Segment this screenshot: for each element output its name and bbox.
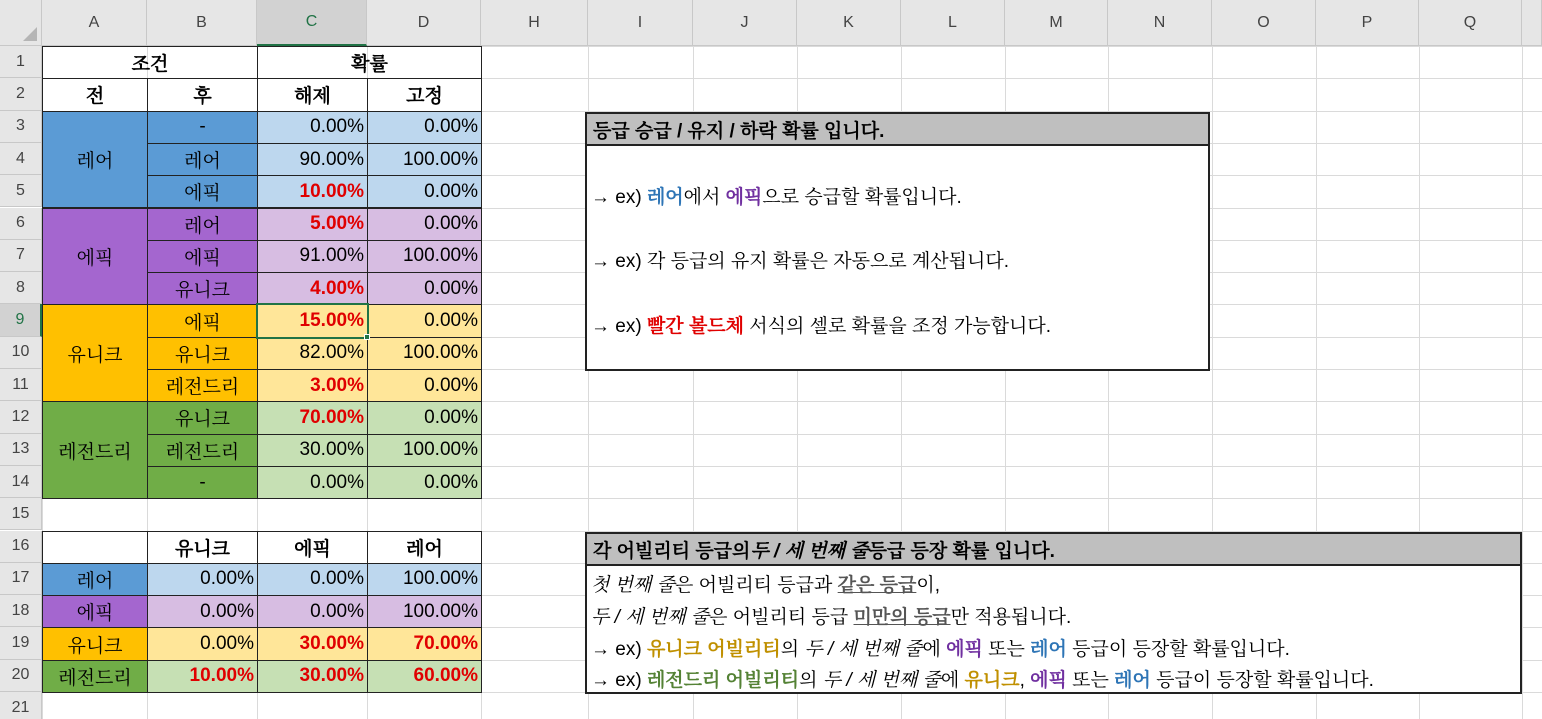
grade-before-cell[interactable]: 에픽 (42, 208, 148, 306)
header-condition[interactable]: 조건 (42, 46, 258, 79)
release-prob-cell[interactable]: 3.00% (257, 369, 368, 402)
grade-before-cell[interactable]: 레전드리 (42, 401, 148, 499)
release-prob-cell[interactable]: 0.00% (257, 466, 368, 499)
header-fixed[interactable]: 고정 (367, 78, 482, 111)
grade-after-cell[interactable]: 레전드리 (147, 434, 258, 467)
grade-before-cell[interactable]: 유니크 (42, 304, 148, 402)
row-header-1[interactable]: 1 (0, 46, 42, 78)
row-header-16[interactable]: 16 (0, 531, 42, 563)
row-header-19[interactable]: 19 (0, 627, 42, 659)
grade-prob-cell[interactable]: 0.00% (147, 627, 258, 660)
column-header-o[interactable]: O (1212, 0, 1316, 46)
grade-after-cell[interactable]: 에픽 (147, 304, 258, 337)
column-header-b[interactable]: B (147, 0, 257, 46)
grade-column-header[interactable]: 에픽 (257, 531, 368, 564)
column-header-d[interactable]: D (367, 0, 481, 46)
row-header-9[interactable]: 9 (0, 304, 42, 336)
release-prob-cell[interactable]: 90.00% (257, 143, 368, 176)
release-prob-cell[interactable]: 5.00% (257, 208, 368, 241)
ability-grade-cell[interactable]: 레어 (42, 563, 148, 596)
note-box-ability-lines[interactable] (585, 532, 1522, 694)
grade-after-cell[interactable]: 에픽 (147, 175, 258, 208)
fixed-prob-cell[interactable]: 0.00% (367, 272, 482, 305)
row-header-13[interactable]: 13 (0, 434, 42, 466)
column-header-a[interactable]: A (42, 0, 147, 46)
row-header-3[interactable]: 3 (0, 111, 42, 143)
grade-before-cell[interactable]: 레어 (42, 111, 148, 209)
release-prob-cell[interactable]: 91.00% (257, 240, 368, 273)
release-prob-cell[interactable]: 82.00% (257, 337, 368, 370)
row-header-15[interactable]: 15 (0, 498, 42, 530)
grade-column-header[interactable]: 유니크 (147, 531, 258, 564)
note-line: → ex) 각 등급의 유지 확률은 자동으로 계산됩니다. (591, 251, 1009, 272)
grade-after-cell[interactable]: 유니크 (147, 337, 258, 370)
grade-after-cell[interactable]: - (147, 111, 258, 144)
column-header-i[interactable]: I (588, 0, 693, 46)
fixed-prob-cell[interactable]: 100.00% (367, 337, 482, 370)
note-line: → ex) 레전드리 어빌리티의 두 / 세 번째 줄에 유니크, 에픽 또는 레어 등급이 등장할 확률입니다. (591, 670, 1374, 691)
ability-grade-cell[interactable]: 에픽 (42, 595, 148, 628)
row-header-11[interactable]: 11 (0, 369, 42, 401)
grade-after-cell[interactable]: - (147, 466, 258, 499)
empty-header-cell[interactable] (42, 531, 148, 564)
column-header-l[interactable]: L (901, 0, 1005, 46)
release-prob-cell[interactable]: 70.00% (257, 401, 368, 434)
grade-prob-cell[interactable]: 30.00% (257, 627, 368, 660)
grade-column-header[interactable]: 레어 (367, 531, 482, 564)
column-header-p[interactable]: P (1316, 0, 1419, 46)
header-probability[interactable]: 확률 (257, 46, 482, 79)
note-title: 각 어빌리티 등급의 두 / 세 번째 줄 등급 등장 확률 입니다. (587, 534, 1520, 566)
grade-prob-cell[interactable]: 30.00% (257, 660, 368, 693)
release-prob-cell[interactable]: 0.00% (257, 111, 368, 144)
fixed-prob-cell[interactable]: 0.00% (367, 369, 482, 402)
column-header-q[interactable]: Q (1419, 0, 1522, 46)
row-header-14[interactable]: 14 (0, 466, 42, 498)
row-header-10[interactable]: 10 (0, 337, 42, 369)
column-header-j[interactable]: J (693, 0, 797, 46)
ability-grade-cell[interactable]: 유니크 (42, 627, 148, 660)
grade-prob-cell[interactable]: 60.00% (367, 660, 482, 693)
note-line: 두 / 세 번째 줄은 어빌리티 등급 미만의 등급만 적용됩니다. (591, 607, 1072, 628)
column-header-m[interactable]: M (1005, 0, 1108, 46)
grade-prob-cell[interactable]: 10.00% (147, 660, 258, 693)
note-line: → ex) 빨간 볼드체 서식의 셀로 확률을 조정 가능합니다. (591, 316, 1051, 337)
active-cell-selection[interactable] (256, 303, 369, 338)
grade-prob-cell[interactable]: 0.00% (147, 595, 258, 628)
note-title: 등급 승급 / 유지 / 하락 확률 입니다. (587, 114, 1208, 146)
row-header-6[interactable]: 6 (0, 208, 42, 240)
fixed-prob-cell[interactable]: 0.00% (367, 466, 482, 499)
row-header-12[interactable]: 12 (0, 401, 42, 433)
grade-prob-cell[interactable]: 100.00% (367, 595, 482, 628)
note-box-grade-change[interactable] (585, 112, 1210, 371)
column-header-k[interactable]: K (797, 0, 901, 46)
note-line: → ex) 레어에서 에픽으로 승급할 확률입니다. (591, 187, 962, 208)
row-header-18[interactable]: 18 (0, 595, 42, 627)
fixed-prob-cell[interactable]: 0.00% (367, 111, 482, 144)
header-before[interactable]: 전 (42, 78, 148, 111)
grade-prob-cell[interactable]: 70.00% (367, 627, 482, 660)
column-header-h[interactable]: H (481, 0, 588, 46)
row-header-21[interactable]: 21 (0, 692, 42, 719)
select-all-button[interactable] (0, 0, 42, 46)
fixed-prob-cell[interactable]: 0.00% (367, 401, 482, 434)
fixed-prob-cell[interactable]: 0.00% (367, 304, 482, 337)
grade-after-cell[interactable]: 레전드리 (147, 369, 258, 402)
grade-prob-cell[interactable]: 0.00% (257, 563, 368, 596)
release-prob-cell[interactable]: 4.00% (257, 272, 368, 305)
header-after[interactable]: 후 (147, 78, 258, 111)
fixed-prob-cell[interactable]: 0.00% (367, 175, 482, 208)
column-header-filler (1522, 0, 1542, 46)
grade-prob-cell[interactable]: 0.00% (257, 595, 368, 628)
column-header-c[interactable]: C (257, 0, 367, 46)
fixed-prob-cell[interactable]: 100.00% (367, 143, 482, 176)
release-prob-cell[interactable]: 10.00% (257, 175, 368, 208)
header-release[interactable]: 해제 (257, 78, 368, 111)
row-header-20[interactable]: 20 (0, 660, 42, 692)
release-prob-cell[interactable]: 30.00% (257, 434, 368, 467)
grade-after-cell[interactable]: 에픽 (147, 240, 258, 273)
fixed-prob-cell[interactable]: 0.00% (367, 208, 482, 241)
row-header-7[interactable]: 7 (0, 240, 42, 272)
row-header-8[interactable]: 8 (0, 272, 42, 304)
grade-after-cell[interactable]: 레어 (147, 208, 258, 241)
row-header-2[interactable]: 2 (0, 78, 42, 110)
row-header-5[interactable]: 5 (0, 175, 42, 207)
grade-prob-cell[interactable]: 0.00% (147, 563, 258, 596)
row-header-17[interactable]: 17 (0, 563, 42, 595)
fixed-prob-cell[interactable]: 100.00% (367, 434, 482, 467)
grade-after-cell[interactable]: 유니크 (147, 272, 258, 305)
grade-after-cell[interactable]: 레어 (147, 143, 258, 176)
fill-handle[interactable] (364, 334, 370, 340)
note-line: 첫 번째 줄은 어빌리티 등급과 같은 등급이, (591, 575, 940, 596)
column-header-n[interactable]: N (1108, 0, 1212, 46)
ability-grade-cell[interactable]: 레전드리 (42, 660, 148, 693)
release-prob-cell[interactable]: 15.00% (257, 304, 368, 337)
note-line: → ex) 유니크 어빌리티의 두 / 세 번째 줄에 에픽 또는 레어 등급이 등장할 확률입니다. (591, 639, 1290, 660)
grade-prob-cell[interactable]: 100.00% (367, 563, 482, 596)
fixed-prob-cell[interactable]: 100.00% (367, 240, 482, 273)
row-header-4[interactable]: 4 (0, 143, 42, 175)
grade-after-cell[interactable]: 유니크 (147, 401, 258, 434)
